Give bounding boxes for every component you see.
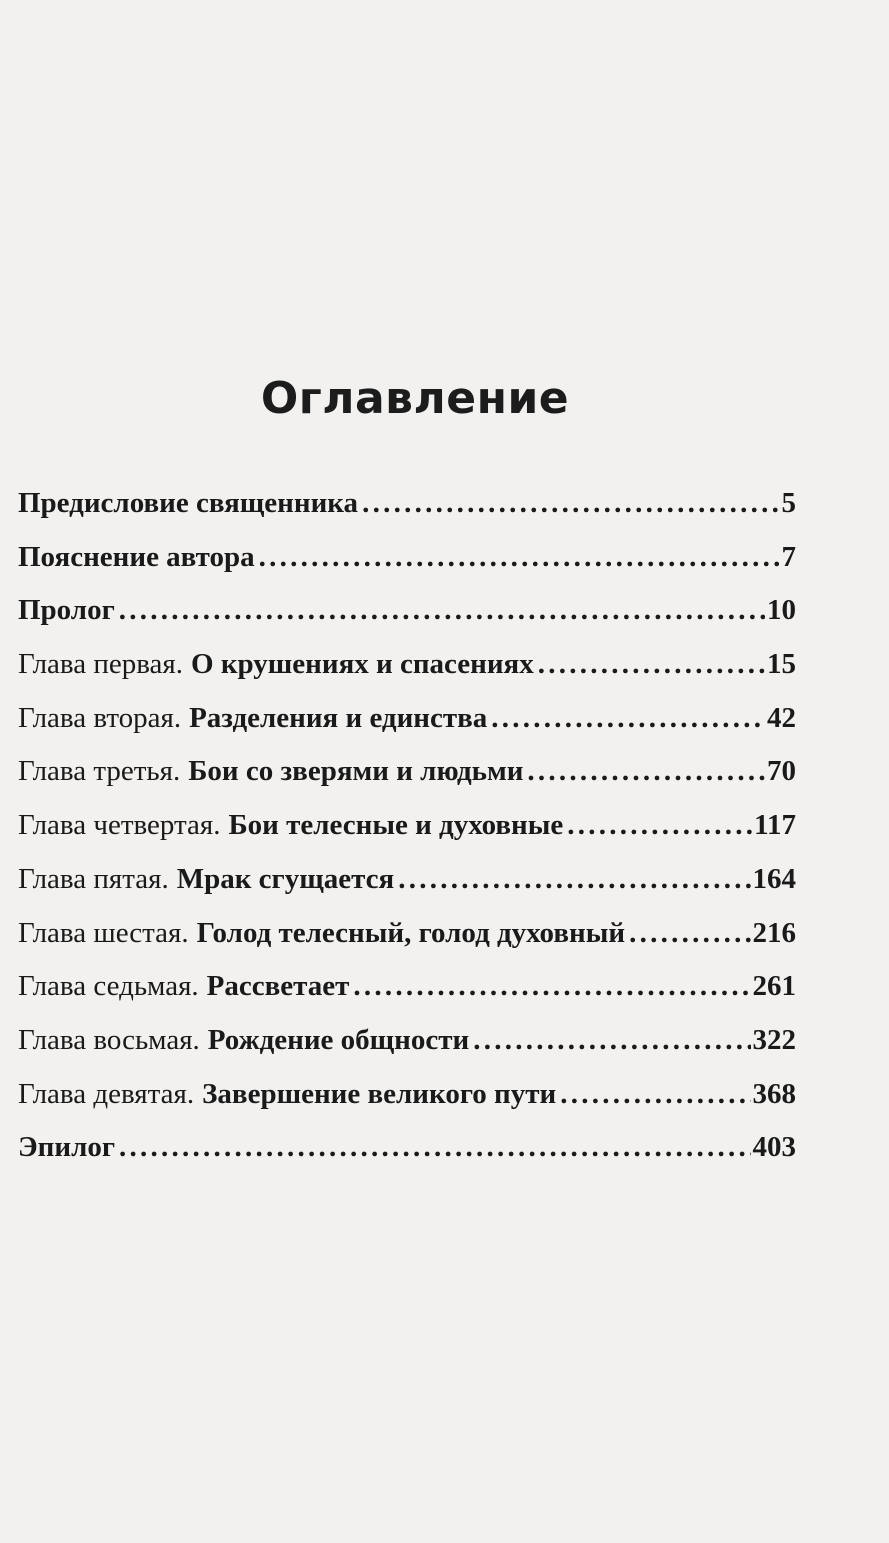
- toc-entry-name: Пояснение автора: [18, 540, 255, 573]
- toc-entry-page: 15: [767, 648, 796, 681]
- toc-entry-name: Пролог: [18, 594, 115, 627]
- table-of-contents: [18, 487, 796, 1185]
- toc-entry-name: Рассветает: [206, 970, 350, 1003]
- toc-entry-name: Рождение общности: [207, 1023, 470, 1056]
- toc-entry-page: 7: [781, 540, 796, 573]
- toc-entry: [18, 1131, 796, 1185]
- toc-entry-name: Бои телесные и духовные: [228, 809, 564, 842]
- toc-entry-page: 117: [754, 809, 796, 842]
- toc-entry-page: 5: [781, 487, 796, 519]
- toc-entry-prefix: Глава третья.: [18, 755, 181, 788]
- toc-dot-leader: [629, 917, 750, 950]
- toc-dot-leader: [353, 970, 750, 1003]
- toc-entry: [18, 917, 796, 971]
- toc-dot-leader: [362, 487, 779, 520]
- toc-entry: [18, 1024, 796, 1078]
- toc-entry: [18, 863, 796, 917]
- toc-entry-prefix: Глава шестая.: [18, 916, 189, 949]
- toc-entry-name: Эпилог: [18, 1131, 116, 1164]
- toc-entry: [18, 648, 796, 702]
- toc-dot-leader: [567, 809, 752, 842]
- toc-entry-page: 368: [752, 1077, 796, 1110]
- toc-entry: [18, 702, 796, 756]
- toc-entry: [18, 1078, 796, 1132]
- toc-entry-prefix: Глава седьмая.: [18, 970, 199, 1003]
- toc-entry: [18, 809, 796, 863]
- toc-entry-name: Голод телесный, голод духовный: [196, 916, 626, 949]
- page-title: Оглавление: [260, 373, 570, 424]
- toc-entry-page: 42: [767, 701, 796, 734]
- toc-entry-name: Бои со зверями и людьми: [188, 755, 524, 788]
- toc-entry-page: 164: [752, 862, 796, 895]
- toc-entry-page: 10: [767, 594, 796, 627]
- toc-dot-leader: [527, 755, 765, 788]
- toc-entry-prefix: Глава восьмая.: [18, 1023, 200, 1056]
- toc-entry: [18, 594, 796, 648]
- toc-dot-leader: [538, 648, 765, 681]
- toc-entry-name: Завершение великого пути: [202, 1077, 557, 1110]
- toc-entry: [18, 970, 796, 1024]
- toc-entry: [18, 755, 796, 809]
- toc-dot-leader: [119, 1131, 750, 1164]
- toc-entry-prefix: Глава четвертая.: [18, 809, 221, 842]
- toc-entry: [18, 541, 796, 595]
- toc-dot-leader: [491, 702, 765, 735]
- toc-dot-leader: [473, 1024, 750, 1057]
- toc-entry-name: О крушениях и спасениях: [191, 648, 534, 681]
- toc-entry-page: 70: [767, 755, 796, 788]
- toc-entry-prefix: Глава первая.: [18, 648, 184, 681]
- toc-entry-prefix: Глава пятая.: [18, 862, 169, 895]
- toc-entry-page: 403: [752, 1131, 796, 1164]
- toc-entry-name: Предисловие священника: [18, 487, 359, 519]
- toc-entry-prefix: Глава девятая.: [18, 1077, 195, 1110]
- toc-entry-prefix: Глава вторая.: [18, 701, 182, 734]
- toc-entry-page: 216: [752, 916, 796, 949]
- toc-entry: [18, 487, 796, 541]
- toc-entry-page: 261: [752, 970, 796, 1003]
- toc-dot-leader: [398, 863, 750, 896]
- toc-entry-page: 322: [752, 1023, 796, 1056]
- toc-entry-name: Мрак сгущается: [176, 862, 395, 895]
- toc-entry-name: Разделения и единства: [189, 701, 488, 734]
- toc-dot-leader: [119, 594, 765, 627]
- toc-dot-leader: [560, 1078, 750, 1111]
- toc-dot-leader: [259, 541, 780, 574]
